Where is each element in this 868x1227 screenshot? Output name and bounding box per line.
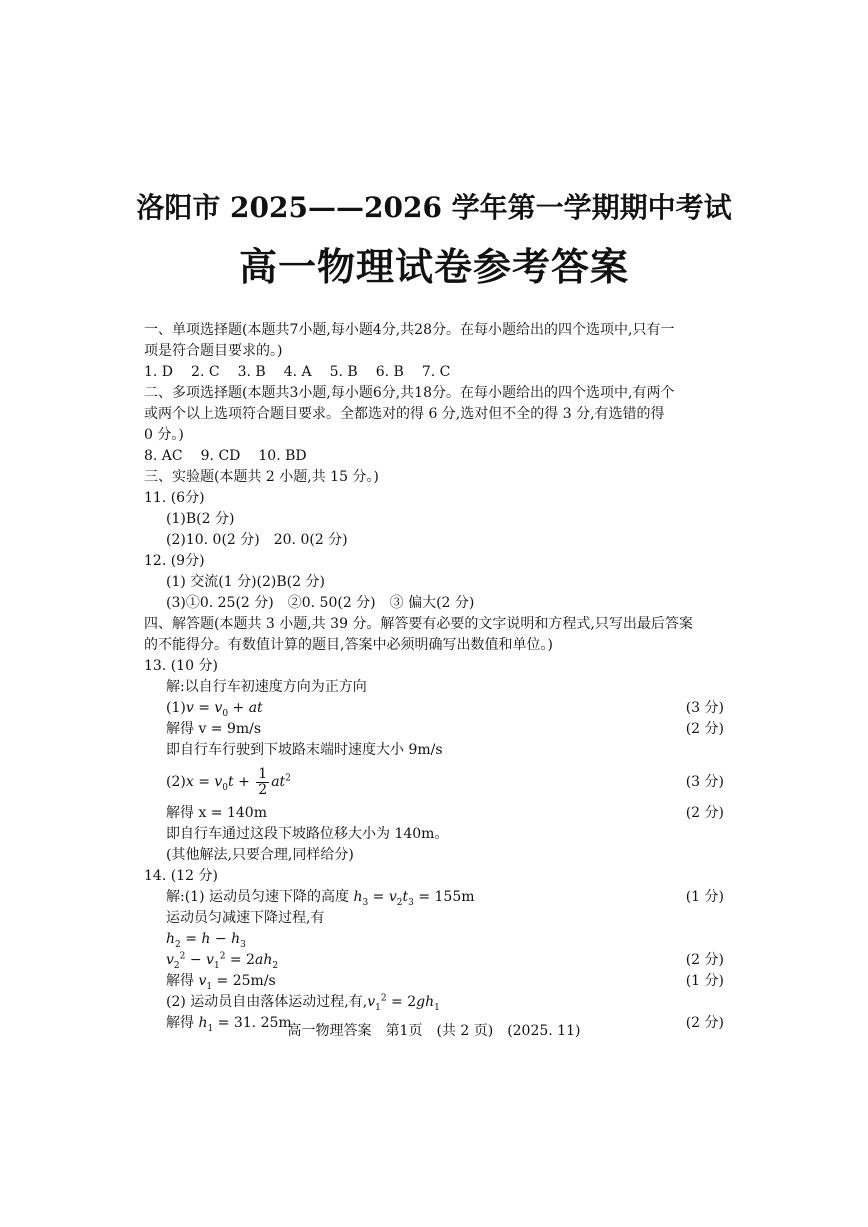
- answer-2: 2. C: [191, 364, 220, 380]
- answer-9: 9. CD: [200, 448, 241, 464]
- q14-step3: (2) 运动员自由落体运动过程,有$,v_1^2 = 2gh_1$: [166, 993, 440, 1013]
- section3-heading: 三、实验题(本题共 2 小题,共 15 分。): [144, 469, 379, 485]
- footer-date: (2025. 11): [507, 1023, 581, 1039]
- q13-result2: 解得 x = 140m (2 分): [144, 803, 724, 824]
- q13-note: (其他解法,只要合理,同样给分): [166, 847, 354, 863]
- section1-heading-line1: 一、单项选择题(本题共7小题,每小题4分,共28分。在每小题给出的四个选项中,只有一: [144, 322, 675, 338]
- footer-page: 第1页: [385, 1023, 423, 1039]
- section1-answers: [144, 362, 724, 383]
- q13-label: 13. (10 分): [144, 658, 218, 674]
- q13-eq1: $(1)v = v_0$ + at (3 分): [166, 700, 724, 719]
- footer-total: (共 2 页): [436, 1023, 494, 1039]
- score: (3 分): [685, 700, 724, 716]
- q14-step2: 运动员匀减速下降过程,有: [166, 910, 325, 926]
- answer-8: 8. AC: [144, 448, 183, 464]
- exam-subtitle: 高一物理试卷参考答案: [238, 244, 629, 289]
- score: (2 分): [685, 952, 724, 968]
- q13-conclusion1: 即自行车行驶到下坡路末端时速度大小 9m/s: [166, 742, 443, 758]
- section2-answers: [144, 446, 724, 467]
- score: (3 分): [685, 774, 724, 790]
- section2-heading-line3: 0 分。): [144, 427, 184, 443]
- section4-heading-line1: 四、解答题(本题共 3 小题,共 39 分。解答要有必要的文字说明和方程式,只写出最后答案: [144, 616, 693, 632]
- q13-result1: 解得 v = 9m/s (2 分): [144, 719, 724, 740]
- score: (2 分): [685, 805, 724, 821]
- answer-10: 10. BD: [258, 448, 307, 464]
- q12-part1: (1) 交流(1 分)(2)B(2 分): [166, 574, 325, 590]
- answer-3: 3. B: [237, 364, 266, 380]
- score: (1 分): [685, 889, 724, 905]
- q14-eq-h2: $h_2 = h - h_3$: [166, 931, 246, 950]
- answer-body: [144, 320, 724, 1034]
- answer-4: 4. A: [283, 364, 312, 380]
- answer-6: 6. B: [375, 364, 404, 380]
- answer-5: 5. B: [329, 364, 358, 380]
- q13-intro: 解:以自行车初速度方向为正方向: [166, 679, 367, 695]
- q14-result-h1: 解得 $h_1 = 31$. 25m (2 分): [166, 1015, 724, 1034]
- q12-label: 12. (9分): [144, 553, 205, 569]
- page-footer: [0, 1020, 868, 1040]
- q14-eq-v: $v_2^2 - v_1^2 = 2ah_2$ (2 分): [166, 951, 724, 971]
- section2-heading-line1: 二、多项选择题(本题共3小题,每小题6分,共18分。在每小题给出的四个选项中,有两个: [144, 385, 675, 401]
- q12-part2: (3)①0. 25(2 分) ②0. 50(2 分) ③ 偏大(2 分): [166, 595, 475, 611]
- q11-label: 11. (6分): [144, 490, 205, 506]
- section1-heading-line2: 项是符合题目要求的。): [144, 343, 283, 359]
- q11-part1: (1)B(2 分): [166, 511, 235, 527]
- fraction: $\frac{1}{2}$: [258, 765, 268, 798]
- score: (1 分): [685, 973, 724, 989]
- answer-7: 7. C: [421, 364, 451, 380]
- section2-heading-line2: 或两个以上选项符合题目要求。全都选对的得 6 分,选对但不全的得 3 分,有选错的得: [144, 406, 665, 422]
- q11-part2: (2)10. 0(2 分) 20. 0(2 分): [166, 532, 348, 548]
- q14-step1: 解:(1) 运动员匀速下降的高度 $h_3 = v_2t_3 = 155m$ (1 分): [166, 889, 724, 908]
- q14-result-v1: 解得 $v_1 = 25m/s$ (1 分): [166, 973, 724, 992]
- score: (2 分): [685, 721, 724, 737]
- footer-name: 高一物理答案: [287, 1023, 372, 1039]
- exam-title: 洛阳市 2025——2026 学年第一学期期中考试: [136, 191, 732, 224]
- section4-heading-line2: 的不能得分。有数值计算的题目,答案中必须明确写出数值和单位。): [144, 637, 553, 653]
- q13-eq2: $(2)x = v_0t$ + $\frac{1}{2}$ $at^2$ (3 分): [144, 761, 724, 803]
- q13-conclusion2: 即自行车通过这段下坡路位移大小为 140m。: [166, 826, 449, 842]
- answer-1: 1. D: [144, 364, 174, 380]
- q14-label: 14. (12 分): [144, 868, 218, 884]
- score: (2 分): [685, 1015, 724, 1031]
